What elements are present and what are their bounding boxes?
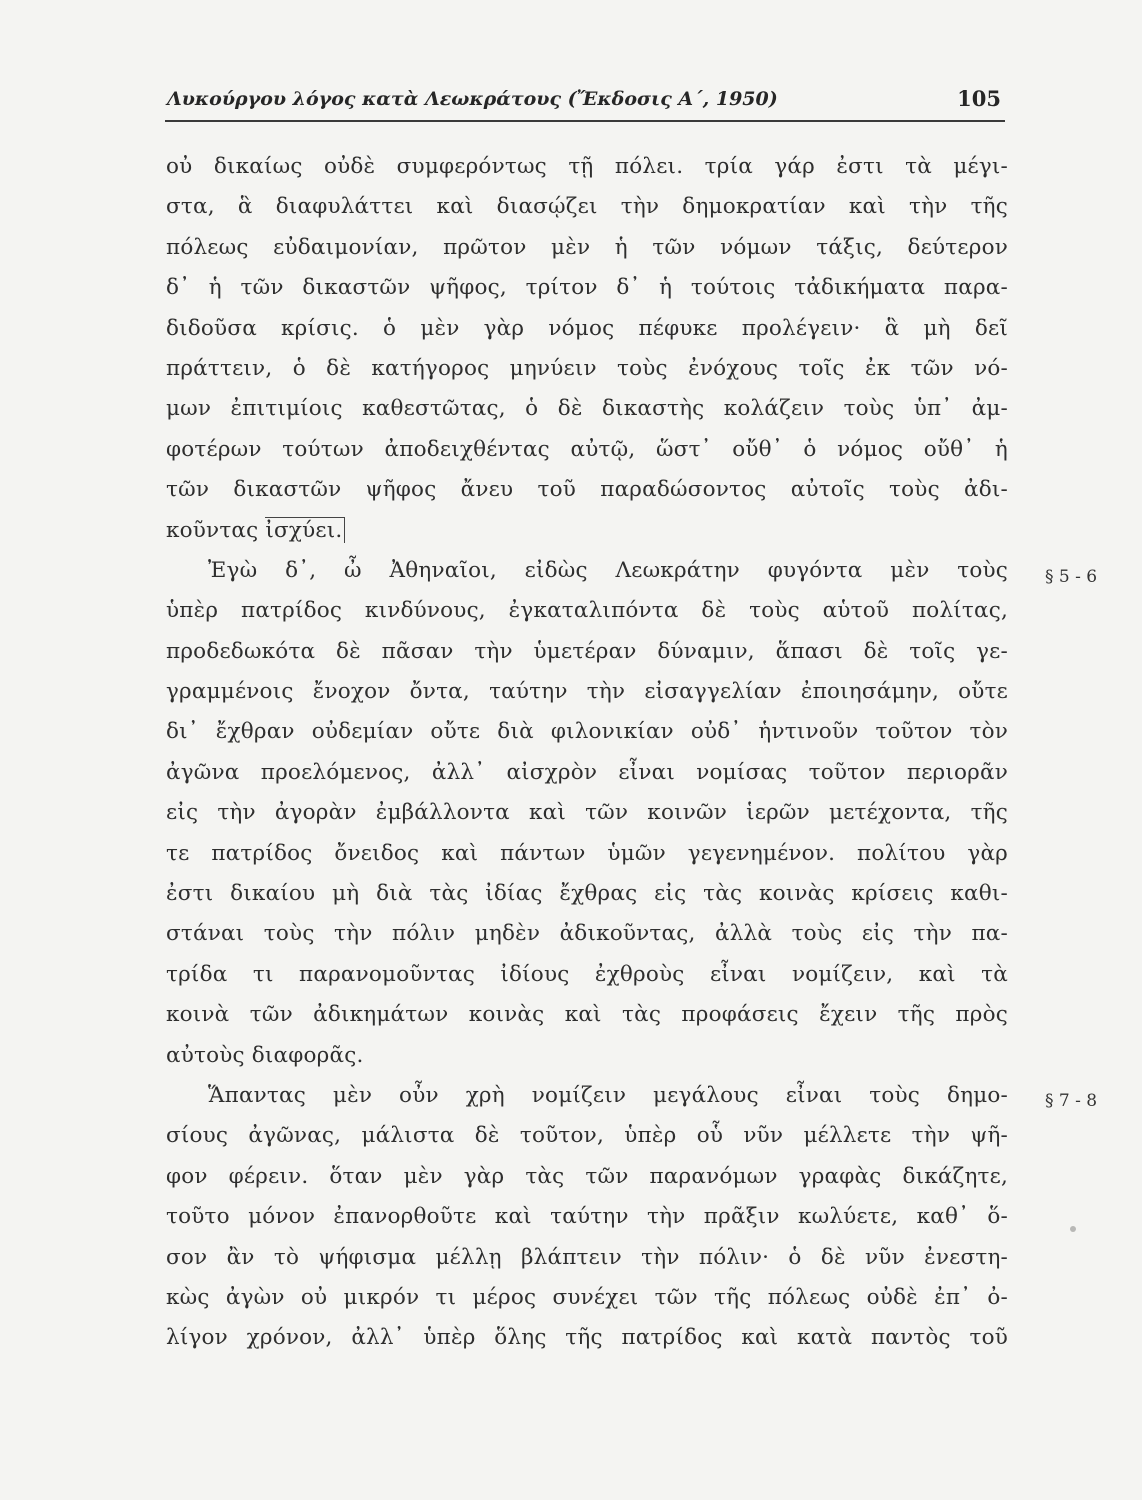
- paper-speck-mark: [1070, 1226, 1076, 1232]
- text-line: τρίδα τι παρανομοῦντας ἰδίους ἐχθροὺς εἶναι νομίζειν, καὶ τὰ: [166, 961, 1008, 987]
- text-line: τοῦτο μόνον ἐπανορθοῦτε καὶ ταύτην τὴν πρᾶξιν κωλύετε, καθ᾽ ὅ-: [166, 1204, 1008, 1230]
- text-line: σον ἂν τὸ ψήφισμα μέλλῃ βλάπτειν τὴν πόλιν· ὁ δὲ νῦν ἐνεστη-: [166, 1244, 1008, 1270]
- text-line: πράττειν, ὁ δὲ κατήγορος μηνύειν τοὺς ἐνόχους τοῖς ἐκ τῶν νό-: [166, 355, 1008, 381]
- text-line: κοινὰ τῶν ἀδικημάτων κοινὰς καὶ τὰς προφάσεις ἔχειν τῆς πρὸς: [166, 1002, 1008, 1028]
- text-fragment: κοῦντας: [166, 517, 266, 543]
- text-line: οὐ δικαίως οὐδὲ συμφερόντως τῇ πόλει. τρία γάρ ἐστι τὰ μέγι-: [166, 154, 1008, 179]
- running-title: Λυκούργου λόγος κατὰ Λεωκράτους (Ἔκδοσις Α΄, 1950): [167, 88, 778, 110]
- bracketed-word: ἰσχύει.: [265, 517, 345, 543]
- running-head: [165, 86, 1005, 122]
- text-line: γραμμένοις ἔνοχον ὄντα, ταύτην τὴν εἰσαγγελίαν ἐποιησάμην, οὔτε: [166, 679, 1008, 705]
- text-line: σίους ἀγῶνας, μάλιστα δὲ τοῦτον, ὑπὲρ οὗ νῦν μέλλετε τὴν ψῆ-: [166, 1123, 1008, 1149]
- margin-note-section-ref: § 5 - 6: [1045, 567, 1098, 587]
- text-line: Ἅπαντας μὲν οὖν χρὴ νομίζειν μεγάλους εἶναι τοὺς δημο-: [208, 1082, 1008, 1108]
- text-line: φον φέρειν. ὅταν μὲν γὰρ τὰς τῶν παρανόμων γραφὰς δικάζητε,: [166, 1163, 1008, 1189]
- text-line: κὼς ἀγὼν οὐ μικρόν τι μέρος συνέχει τῶν τῆς πόλεως οὐδὲ ἐπ᾽ ὀ-: [166, 1284, 1008, 1310]
- text-line: Ἐγὼ δ᾽, ὦ Ἀθηναῖοι, εἰδὼς Λεωκράτην φυγόντα μὲν τοὺς: [208, 557, 1008, 583]
- margin-note-section-ref: § 7 - 8: [1045, 1091, 1098, 1111]
- text-line: δ᾽ ἡ τῶν δικαστῶν ψῆφος, τρίτον δ᾽ ἡ τούτοις τἀδικήματα παρα-: [166, 275, 1008, 301]
- text-line: λίγον χρόνον, ἀλλ᾽ ὑπὲρ ὅλης τῆς πατρίδος καὶ κατὰ παντὸς τοῦ: [166, 1325, 1008, 1351]
- text-line: αὐτοὺς διαφορᾶς.: [166, 1042, 364, 1068]
- text-line: τῶν δικαστῶν ψῆφος ἄνευ τοῦ παραδώσοντος αὐτοῖς τοὺς ἀδι-: [166, 477, 1008, 503]
- text-line: φοτέρων τούτων ἀποδειχθέντας αὐτῷ, ὥστ᾽ οὔθ᾽ ὁ νόμος οὔθ᾽ ἡ: [166, 436, 1008, 462]
- page-number: 105: [957, 86, 1001, 111]
- text-line: στάναι τοὺς τὴν πόλιν μηδὲν ἀδικοῦντας, ἀλλὰ τοὺς εἰς τὴν πα-: [166, 921, 1008, 947]
- text-line: μων ἐπιτιμίοις καθεστῶτας, ὁ δὲ δικαστὴς κολάζειν τοὺς ὑπ᾽ ἀμ-: [166, 396, 1008, 422]
- text-line: τε πατρίδος ὄνειδος καὶ πάντων ὑμῶν γεγενημένον. πολίτου γὰρ: [166, 840, 1008, 866]
- text-line: προδεδωκότα δὲ πᾶσαν τὴν ὑμετέραν δύναμιν, ἅπασι δὲ τοῖς γε-: [166, 638, 1008, 664]
- text-line: πόλεως εὐδαιμονίαν, πρῶτον μὲν ἡ τῶν νόμων τάξις, δεύτερον: [166, 234, 1008, 260]
- text-line: ὑπὲρ πατρίδος κινδύνους, ἐγκαταλιπόντα δὲ τοὺς αὑτοῦ πολίτας,: [166, 598, 1008, 624]
- text-line: ἐστι δικαίου μὴ διὰ τὰς ἰδίας ἔχθρας εἰς τὰς κοινὰς κρίσεις καθι-: [166, 881, 1008, 907]
- text-line: δι᾽ ἔχθραν οὐδεμίαν οὔτε διὰ φιλονικίαν οὐδ᾽ ἡντινοῦν τοῦτον τὸν: [166, 719, 1008, 745]
- text-line: εἰς τὴν ἀγορὰν ἐμβάλλοντα καὶ τῶν κοινῶν ἱερῶν μετέχοντα, τῆς: [166, 800, 1008, 826]
- text-line: στα, ἃ διαφυλάττει καὶ διασῴζει τὴν δημοκρατίαν καὶ τὴν τῆς: [166, 194, 1008, 220]
- text-line: ἀγῶνα προελόμενος, ἀλλ᾽ αἰσχρὸν εἶναι νομίσας τοῦτον περιορᾶν: [166, 759, 1008, 785]
- text-line: [166, 511, 1008, 551]
- body-text: [166, 147, 1008, 1359]
- text-line: διδοῦσα κρίσις. ὁ μὲν γὰρ νόμος πέφυκε προλέγειν· ἃ μὴ δεῖ: [166, 315, 1008, 341]
